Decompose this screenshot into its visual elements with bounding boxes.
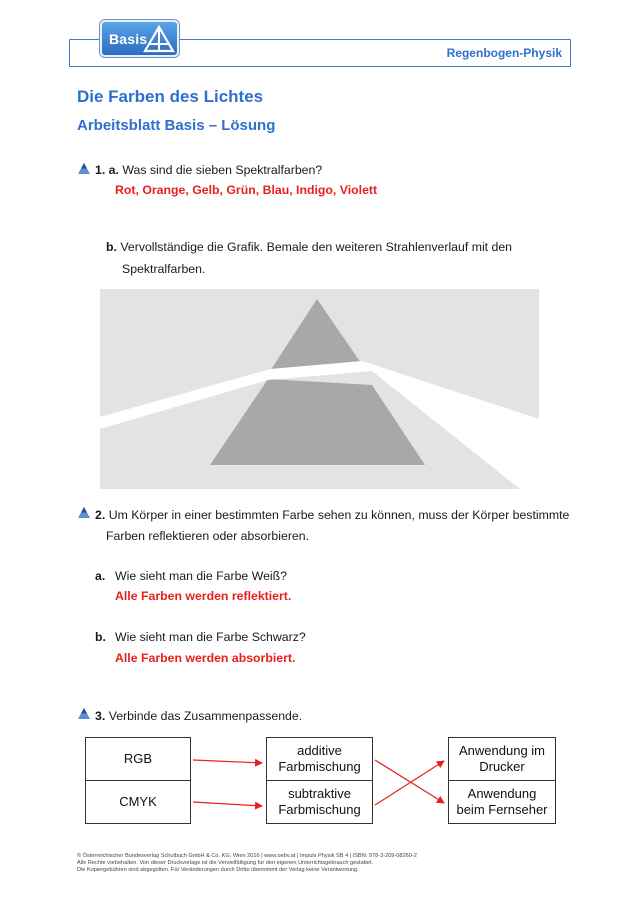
- box-printer-line2: Drucker: [479, 759, 525, 774]
- box-subtractive-line2: Farbmischung: [278, 802, 361, 817]
- q2-answer-b: Alle Farben werden absorbiert.: [115, 651, 296, 665]
- box-rgb-label: RGB: [123, 751, 153, 766]
- q2-question-a-text: Wie sieht man die Farbe Weiß?: [115, 569, 287, 583]
- box-printer-line1: Anwendung im: [459, 743, 545, 758]
- arrow-additive-tv: [375, 760, 444, 803]
- q1-question-b-line2: Spektralfarben.: [122, 262, 206, 276]
- box-tv-line1: Anwendung: [467, 786, 537, 801]
- q2-number: 2.: [95, 508, 106, 522]
- series-label: Regenbogen-Physik: [446, 46, 562, 60]
- footer-line2: Alle Rechte vorbehalten. Von dieser Druckvorlage ist die Vervielfältigung für den eigenen Unterrichtsgebrauch gestattet.: [77, 860, 374, 866]
- box-tv-line2: beim Fernseher: [456, 802, 548, 817]
- footer-line1: © Österreichischer Bundesverlag Schulbuch GmbH & Co. KG, Wien 2016 | www.oebv.at | Impuls Physik SB 4 | ISBN: 978-3-209-08260-2: [77, 853, 417, 859]
- q2-line2: Farben reflektieren oder absorbieren.: [106, 529, 310, 543]
- box-cmyk-label: CMYK: [119, 794, 157, 809]
- q3-number: 3.: [95, 709, 106, 723]
- box-additive-line2: Farbmischung: [278, 759, 361, 774]
- q2-answer-a: Alle Farben werden reflektiert.: [115, 589, 292, 603]
- q1-letter-b: b.: [106, 240, 117, 254]
- footer: [77, 853, 557, 874]
- q1-question-b-line1: Vervollständige die Grafik. Bemale den weiteren Strahlenverlauf mit den: [120, 240, 513, 254]
- footer-line3: Die Kopiergebühren sind abgegolten. Für Veränderungen durch Dritte übernimmt der Verlag keine Verantwortung.: [77, 867, 359, 873]
- q2-line1-text: Um Körper in einer bestimmten Farbe sehen zu können, muss der Körper bestimmte: [108, 508, 570, 522]
- page-title: Die Farben des Lichtes: [77, 87, 264, 106]
- arrow-cmyk-subtractive: [193, 802, 262, 806]
- q3-text: Verbinde das Zusammenpassende.: [108, 709, 303, 723]
- q2-letter-b: b.: [95, 630, 106, 644]
- box-additive-line1: additive: [297, 743, 342, 758]
- box-subtractive-line1: subtraktive: [288, 786, 351, 801]
- arrow-subtractive-printer: [375, 761, 444, 805]
- q1-question-a-text: Was sind die sieben Spektralfarben?: [122, 163, 323, 177]
- q1-answer-a: Rot, Orange, Gelb, Grün, Blau, Indigo, Violett: [115, 183, 378, 197]
- logo-text: Basis: [109, 31, 148, 47]
- q1-number: 1. a.: [95, 163, 119, 177]
- q2-letter-a: a.: [95, 569, 106, 583]
- page-subtitle: Arbeitsblatt Basis – Lösung: [77, 117, 276, 134]
- arrow-rgb-additive: [193, 760, 262, 763]
- q2-question-b-text: Wie sieht man die Farbe Schwarz?: [115, 630, 306, 644]
